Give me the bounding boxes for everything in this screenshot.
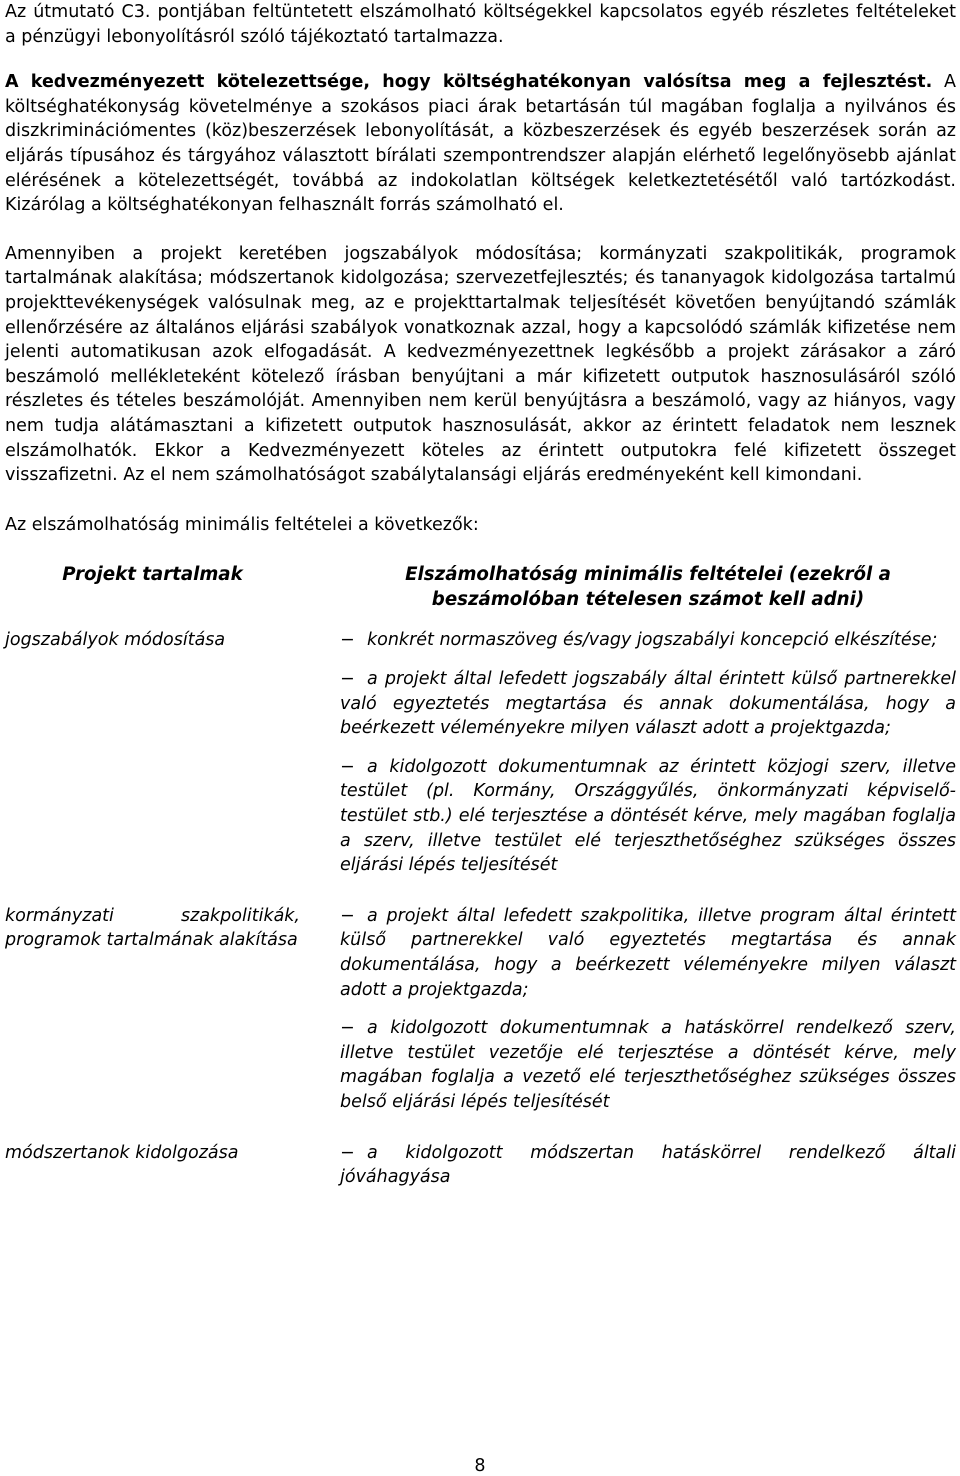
row-conditions (320, 892, 956, 1129)
page-number: 8 (474, 1456, 486, 1476)
dash-bullet: − (340, 1018, 355, 1039)
condition-item: − a projekt által lefedett szakpolitika, illetve program által érintett külső partnerekkel való egyeztetés megtartása és annak dokumentálása, hogy a beérkezett véleményekre milyen választ adott a projektgazda; (340, 905, 956, 1000)
dash-bullet: − (340, 630, 355, 651)
conditions-table (5, 563, 956, 1203)
outputs-paragraph: Amennyiben a projekt keretében jogszabályok módosítása; kormányzati szakpolitikák, programok tartalmának alakítása; módszertanok kidolgozása; szervezetfejlesztés; és tananyagok kidolgozása tartalmú projekttevékenységek valósulnak meg, az e projekttartalmak teljesítését követően benyújtandó számlák ellenőrzésére az általános eljárási szabályok vonatkoznak azzal, hogy a kapcsolódó számlák kifizetése nem jelenti automatikusan azok elfogadását. A kedvezményezettnek legkésőbb a projekt zárásakor a záró beszámoló mellékleteként kötelező írásban benyújtani a már kifizetett outputok hasznosulásáról szóló részletes és tételes beszámolóját. Amennyiben nem kerül benyújtásra a beszámoló, vagy az hiányos, vagy nem tudja alátámasztani a kifizetett outputok hasznosulását, akkor az érintett feladatok nem lesznek elszámolhatók. Ekkor a Kedvezményezett köteles az érintett outputokra felé kifizetett összeget visszafizetni. Az el nem számolhatóságot szabálytalansági eljárás eredményeként kell kimondani. (5, 243, 956, 486)
row-conditions (320, 628, 956, 891)
table-row (5, 892, 956, 1129)
row-label: jogszabályok módosítása (5, 630, 226, 651)
header-project-content: Projekt tartalmak (62, 564, 243, 586)
table-header-row (5, 563, 956, 628)
cost-efficiency-paragraph (5, 70, 956, 218)
dash-bullet: − (340, 669, 355, 690)
condition-item: − a kidolgozott dokumentumnak a hatáskörrel rendelkező szerv, illetve testület vezetője elé terjesztése a döntését kérve, mely magában foglalja a vezető elé terjeszthetőséghez szükséges összes belső eljárási lépés teljesítését (340, 1018, 956, 1112)
dash-bullet: − (340, 756, 355, 777)
cost-efficiency-lead: A kedvezményezett kötelezettsége, hogy költséghatékonyan valósítsa meg a fejlesztést. (5, 72, 933, 93)
conditions-intro: Az elszámolhatóság minimális feltételei a következők: (5, 514, 479, 535)
document-page (5, 0, 956, 1204)
table-row (5, 1129, 956, 1204)
intro-paragraph: Az útmutató C3. pontjában feltüntetett elszámolható költségekkel kapcsolatos egyéb részletes feltételeket a pénzügyi lebonyolításról szóló tájékoztató tartalmazza. (5, 2, 956, 47)
header-conditions: Elszámolhatóság minimális feltételei (ezekről a beszámolóban tételesen számot kell adni) (405, 564, 891, 610)
table-row (5, 628, 956, 891)
cost-efficiency-text: A költséghatékonyság követelménye a szokásos piaci árak betartásán túl magában foglalja a nyilvános és diszkriminációmentes (köz)beszerzések lebonyolítását, a közbeszerzések és egyéb beszerzések során az eljárás típusához és tárgyához választott bírálati szempontrendszer alapján elérhető legelőnyösebb ajánlat elérésének a kötelezettségét, továbbá az indokolatlan költségek keletkeztetésétől való tartózkodást. Kizárólag a költséghatékonyan felhasznált forrás számolható el. (5, 72, 956, 216)
dash-bullet: − (340, 905, 355, 926)
row-label: módszertanok kidolgozása (5, 1142, 239, 1163)
condition-item: − konkrét normaszöveg és/vagy jogszabályi koncepció elkészítése; (340, 628, 956, 653)
dash-bullet: − (340, 1142, 355, 1163)
condition-item: − a projekt által lefedett jogszabály által érintett külső partnerekkel való egyeztetés megtartása és annak dokumentálása, hogy a beérkezett véleményekre milyen választ adott a projektgazda; (340, 669, 956, 739)
row-conditions (320, 1129, 956, 1204)
condition-item: − a kidolgozott módszertan hatáskörrel rendelkező általi jóváhagyása (340, 1142, 956, 1188)
row-label: kormányzati szakpolitikák, programok tartalmának alakítása (5, 905, 300, 951)
condition-item: − a kidolgozott dokumentumnak az érintett közjogi szerv, illetve testület (pl. Kormány, Országgyűlés, önkormányzati képviselő-testület stb.) elé terjesztése a döntését kérve, mely magában foglalja a szerv, illetve testület elé terjeszthetőséghez szükséges összes eljárási lépés teljesítését (340, 756, 956, 876)
